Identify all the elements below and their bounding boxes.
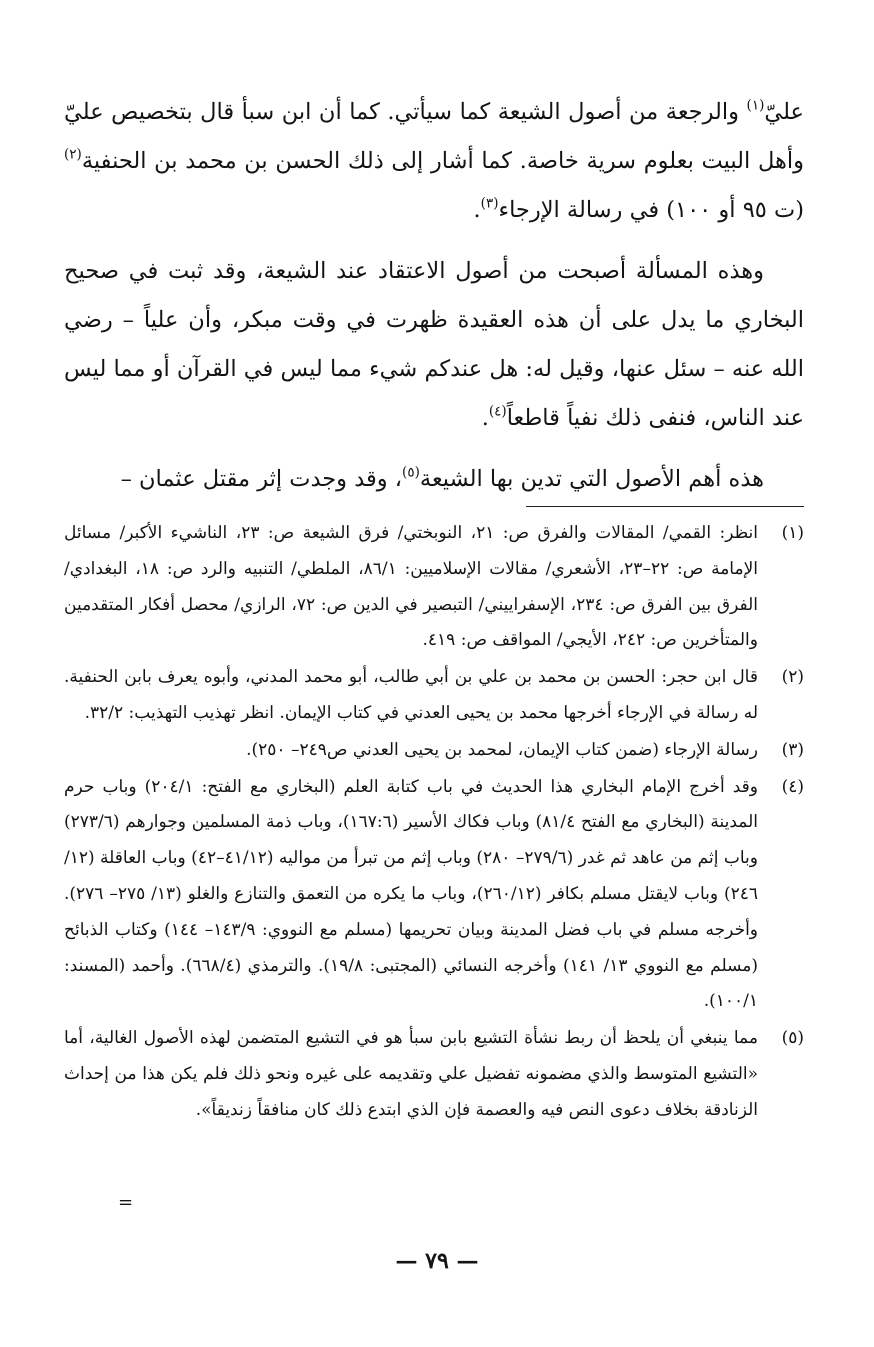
footnote-text: قال ابن حجر: الحسن بن محمد بن علي بن أبي طالب، أبو محمد المدني، وأبوه يعرف بابن الحنفية. له رسالة في الإرجاء أخرجها محمد بن يحيى العدني في كتاب الإيمان. انظر تهذيب التهذيب: ٣٢/٢.	[64, 667, 758, 723]
footnote-separator	[526, 506, 804, 507]
footnote-number: (٥)	[781, 1028, 804, 1049]
paragraph-1	[64, 88, 804, 235]
footnote-ref-2[interactable]: (٢)	[64, 146, 82, 163]
footnote-number: (٣)	[781, 739, 804, 760]
footnote-ref-1[interactable]: (١)	[746, 97, 765, 114]
footnote-4	[64, 770, 804, 1021]
continuation-mark: =	[118, 1192, 134, 1213]
footnote-ref-3[interactable]: (٣)	[480, 195, 499, 212]
text-run: .	[473, 197, 481, 223]
footnote-text: رسالة الإرجاء (ضمن كتاب الإيمان، لمحمد بن يحيى العدني ص٢٤٩– ٢٥٠).	[246, 739, 758, 760]
footnote-text: وقد أخرج الإمام البخاري هذا الحديث في باب كتابة العلم (البخاري مع الفتح: ٢٠٤/١) وباب حرم المدينة (البخاري مع الفتح ٨١/٤) وباب فكاك الأسير (١٦٧:٦)، وباب ذمة المسلمين وجوارهم (٢٧٣/٦) وباب إثم من عاهد ثم غدر (٢٧٩/٦– ٢٨٠) وباب إثم من تبرأ من مواليه (٤١/١٢–٤٢) وباب العاقلة (١٢/ ٢٤٦) وباب لايقتل مسلم بكافر (٢٦٠/١٢)، وباب ما يكره من التعمق والتنازع والغلو (١٣/ ٢٧٥– ٢٧٦). وأخرجه مسلم في باب فضل المدينة وبيان تحريمها (مسلم مع النووي: ١٤٣/٩– ١٤٤) وكتاب الذبائح (مسلم مع النووي ١٣/ ١٤١) وأخرجه النسائي (المجتبى: ١٩/٨). والترمذي (٦٦٨/٤). وأحمد (المسند: ١٠٠/١).	[64, 776, 759, 1012]
text-run: ، وقد وجدت إثر مقتل عثمان –	[120, 466, 403, 492]
main-text	[64, 88, 804, 516]
page-number: — ٧٩ —	[395, 1248, 479, 1274]
footnote-2	[64, 660, 804, 732]
footnotes	[64, 516, 804, 1130]
text-run: هذه أهم الأصول التي تدين بها الشيعة	[419, 466, 764, 492]
text-run: والرجعة من أصول الشيعة كما سيأتي. كما أن ابن سبأ قال بتخصيص عليّ وأهل البيت بعلوم سرية خاصة. كما أشار إلى ذلك الحسن بن محمد بن الحنفية	[64, 99, 804, 174]
footnote-number: (٢)	[781, 667, 804, 688]
footnote-text: مما ينبغي أن يلحظ أن ربط نشأة التشيع بابن سبأ هو في التشيع المتضمن لهذه الأصول الغالية، أما «التشيع المتوسط والذي مضمونه تفضيل علي وتقديمه على غيره ونحو ذلك فلم يكن هذا من إحداث الزنادقة بخلاف دعوى النص فيه والعصمة فإن الذي ابتدع ذلك كان منافقاً زنديقاً».	[64, 1028, 758, 1120]
paragraph-3	[64, 455, 804, 504]
footnote-ref-5[interactable]: (٥)	[402, 464, 420, 481]
paragraph-2	[64, 247, 804, 443]
footnote-1	[64, 516, 804, 659]
text-run: وهذه المسألة أصبحت من أصول الاعتقاد عند الشيعة، وقد ثبت في صحيح البخاري ما يدل على أن هذه العقيدة ظهرت في وقت مبكر، وأن علياً – رضي الله عنه – سئل عنها، وقيل له: هل عندكم شيء مما ليس في القرآن أو مما ليس عند الناس، فنفى ذلك نفياً قاطعاً	[64, 258, 804, 431]
footnote-3	[64, 733, 804, 769]
text-run: .	[481, 405, 489, 431]
footnote-text: انظر: القمي/ المقالات والفرق ص: ٢١، النوبختي/ فرق الشيعة ص: ٢٣، الناشيء الأكبر/ مسائل الإمامة ص: ٢٢–٢٣، الأشعري/ مقالات الإسلاميين: ٨٦/١، الملطي/ التنبيه والرد ص: ١٨، البغدادي/ الفرق بين الفرق ص: ٢٣٤، الإسفراييني/ التبصير في الدين ص: ٧٢، الرازي/ محصل أفكار المتقدمين والمتأخرين ص: ٢٤٢، الأيجي/ المواقف ص: ٤١٩.	[64, 523, 759, 651]
footnote-5	[64, 1021, 804, 1128]
text-run: عليّ	[764, 99, 804, 125]
text-run: (ت ٩٥ أو ١٠٠) في رسالة الإرجاء	[498, 197, 804, 223]
footnote-number: (١)	[781, 523, 804, 543]
footnote-number: (٤)	[781, 776, 804, 797]
footnote-ref-4[interactable]: (٤)	[488, 403, 507, 420]
